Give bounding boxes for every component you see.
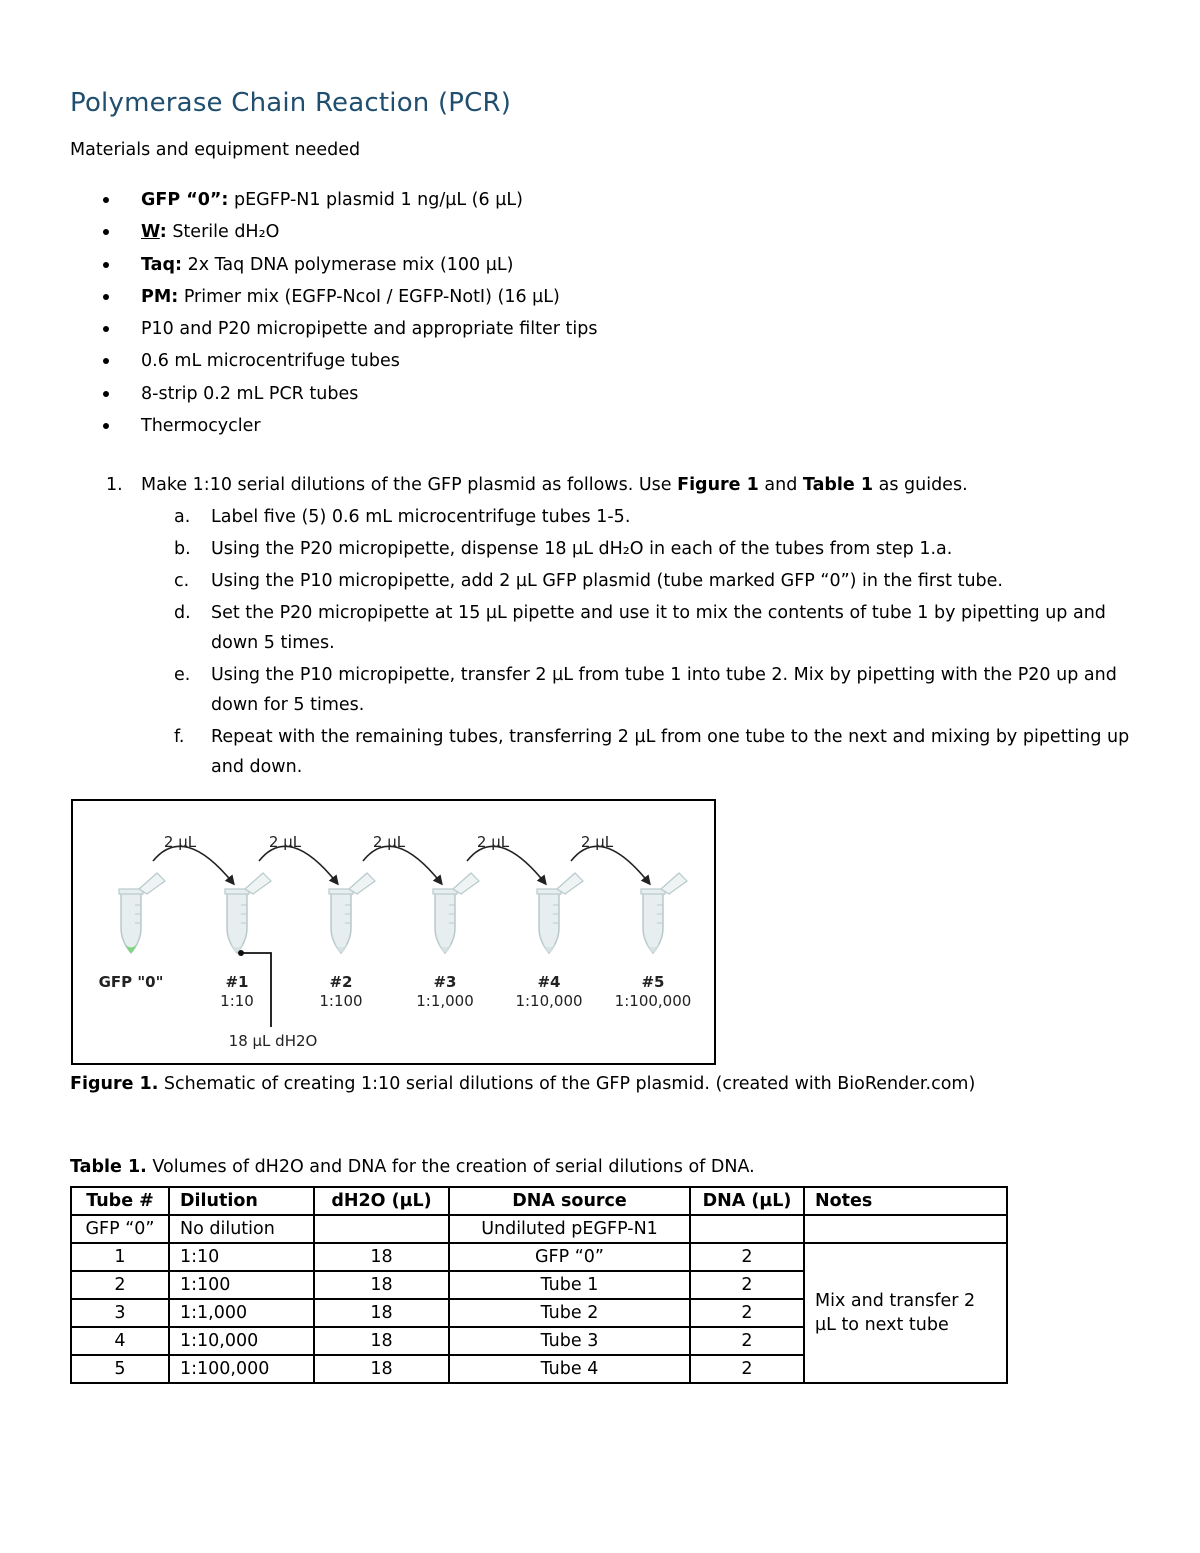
tube-name-label: #5 <box>641 973 665 991</box>
tube-ratio-label: 1:1,000 <box>416 992 474 1010</box>
transfer-volume-label: 2 µL <box>163 833 197 851</box>
water-volume-label: 18 µL dH2O <box>228 1032 318 1050</box>
table-row <box>71 1215 1007 1243</box>
table-row <box>71 1243 1007 1271</box>
tube-name-label: #2 <box>329 973 353 991</box>
transfer-volume-label: 2 µL <box>372 833 406 851</box>
dilution-table <box>70 1186 1008 1384</box>
table-cell: Tube 2 <box>449 1299 690 1327</box>
tube-ratio-label: 1:100 <box>319 992 363 1010</box>
table-cell: 18 <box>314 1243 449 1271</box>
list-item: 0.6 mL microcentrifuge tubes <box>70 348 597 380</box>
list-item: Thermocycler <box>70 413 597 445</box>
table-cell: 3 <box>71 1299 169 1327</box>
tube-cap-icon <box>139 873 165 894</box>
tube-cap-icon <box>349 873 375 894</box>
transfer-volume-label: 2 µL <box>476 833 510 851</box>
procedure-steps <box>70 472 1140 784</box>
table-cell: No dilution <box>169 1215 314 1243</box>
table-cell: 2 <box>690 1327 804 1355</box>
transfer-arrow <box>153 846 233 883</box>
table-cell: Undiluted pEGFP-N1 <box>449 1215 690 1243</box>
notes-cell: Mix and transfer 2 µL to next tube <box>804 1243 1007 1383</box>
step-number: 1. <box>106 475 123 495</box>
substep-f: f. Repeat with the remaining tubes, transferring 2 µL from one tube to the next and mixing by pipetting up and down. <box>174 727 1130 777</box>
bullet-icon <box>103 229 109 235</box>
transfer-arrow <box>363 846 441 883</box>
tube-cap-icon <box>661 873 687 894</box>
table-header-row <box>71 1187 1007 1215</box>
transfer-arrow <box>467 846 545 883</box>
substep-d: d. Set the P20 micropipette at 15 µL pipette and use it to mix the contents of tube 1 by pipetting up and down 5 times. <box>174 603 1106 653</box>
tube-name-label: GFP "0" <box>98 973 164 991</box>
tube-ratio-label: 1:100,000 <box>614 992 692 1010</box>
table-cell: 2 <box>690 1271 804 1299</box>
table-cell: 2 <box>690 1243 804 1271</box>
step-1: 1. Make 1:10 serial dilutions of the GFP plasmid as follows. Use Figure 1 and Table 1 as guides. <box>70 472 1140 498</box>
column-header: DNA source <box>449 1187 690 1215</box>
bullet-icon <box>103 262 109 268</box>
list-item: GFP “0”: pEGFP-N1 plasmid 1 ng/µL (6 µL) <box>70 187 597 219</box>
tube-cap-icon <box>453 873 479 894</box>
serial-dilution-diagram <box>73 801 713 1062</box>
table-cell: Tube 4 <box>449 1355 690 1383</box>
substep-b: b. Using the P20 micropipette, dispense 18 µL dH₂O in each of the tubes from step 1.a. <box>174 539 953 559</box>
table-cell: GFP “0” <box>449 1243 690 1271</box>
table-cell: 1:1,000 <box>169 1299 314 1327</box>
table-cell: 18 <box>314 1299 449 1327</box>
bullet-icon <box>103 294 109 300</box>
table-cell: 2 <box>690 1355 804 1383</box>
table-cell: 4 <box>71 1327 169 1355</box>
substeps-list <box>70 502 1140 782</box>
table-cell: 18 <box>314 1271 449 1299</box>
table-cell: 2 <box>71 1271 169 1299</box>
tube-name-label: #4 <box>537 973 561 991</box>
table-cell: Tube 3 <box>449 1327 690 1355</box>
tube-name-label: #3 <box>433 973 457 991</box>
column-header: Notes <box>804 1187 1007 1215</box>
tube-name-label: #1 <box>225 973 249 991</box>
table-cell: 5 <box>71 1355 169 1383</box>
list-item: W: Sterile dH₂O <box>70 219 597 251</box>
bullet-icon <box>103 391 109 397</box>
table-cell: 1:100,000 <box>169 1355 314 1383</box>
substep-e: e. Using the P10 micropipette, transfer 2 µL from tube 1 into tube 2. Mix by pipetting with the P20 up and down for 5 times. <box>174 665 1117 715</box>
bullet-icon <box>103 326 109 332</box>
tube-ratio-label: 1:10 <box>220 992 254 1010</box>
table-cell: 1 <box>71 1243 169 1271</box>
list-item: P10 and P20 micropipette and appropriate filter tips <box>70 316 597 348</box>
table-cell: 1:100 <box>169 1271 314 1299</box>
materials-heading: Materials and equipment needed <box>70 140 361 160</box>
table-cell: Tube 1 <box>449 1271 690 1299</box>
table-cell: 2 <box>690 1299 804 1327</box>
bullet-icon <box>103 197 109 203</box>
table-cell <box>690 1215 804 1243</box>
table-cell: 18 <box>314 1327 449 1355</box>
table-caption: Table 1. Volumes of dH2O and DNA for the creation of serial dilutions of DNA. <box>70 1157 755 1177</box>
substep-a: a. Label five (5) 0.6 mL microcentrifuge tubes 1-5. <box>174 507 631 527</box>
column-header: DNA (µL) <box>690 1187 804 1215</box>
table-cell <box>804 1215 1007 1243</box>
transfer-arrow <box>259 846 337 883</box>
serial-dilution-figure <box>71 799 716 1065</box>
column-header: dH2O (µL) <box>314 1187 449 1215</box>
table-cell <box>314 1215 449 1243</box>
transfer-arrow <box>571 846 649 883</box>
tube-cap-icon <box>557 873 583 894</box>
substep-c: c. Using the P10 micropipette, add 2 µL GFP plasmid (tube marked GFP “0”) in the first tube. <box>174 571 1003 591</box>
figure-caption: Figure 1. Schematic of creating 1:10 serial dilutions of the GFP plasmid. (created with BioRender.com) <box>70 1074 976 1094</box>
tube-ratio-label: 1:10,000 <box>515 992 583 1010</box>
column-header: Tube # <box>71 1187 169 1215</box>
table-cell: 1:10,000 <box>169 1327 314 1355</box>
transfer-volume-label: 2 µL <box>580 833 614 851</box>
table-cell: 18 <box>314 1355 449 1383</box>
bullet-icon <box>103 423 109 429</box>
transfer-volume-label: 2 µL <box>268 833 302 851</box>
page-title: Polymerase Chain Reaction (PCR) <box>70 88 512 118</box>
bullet-icon <box>103 358 109 364</box>
list-item: 8-strip 0.2 mL PCR tubes <box>70 381 597 413</box>
table-cell: GFP “0” <box>71 1215 169 1243</box>
materials-list <box>70 187 597 445</box>
list-item: Taq: 2x Taq DNA polymerase mix (100 µL) <box>70 252 597 284</box>
table-cell: 1:10 <box>169 1243 314 1271</box>
column-header: Dilution <box>169 1187 314 1215</box>
list-item: PM: Primer mix (EGFP-NcoI / EGFP-NotI) (16 µL) <box>70 284 597 316</box>
tube-cap-icon <box>245 873 271 894</box>
